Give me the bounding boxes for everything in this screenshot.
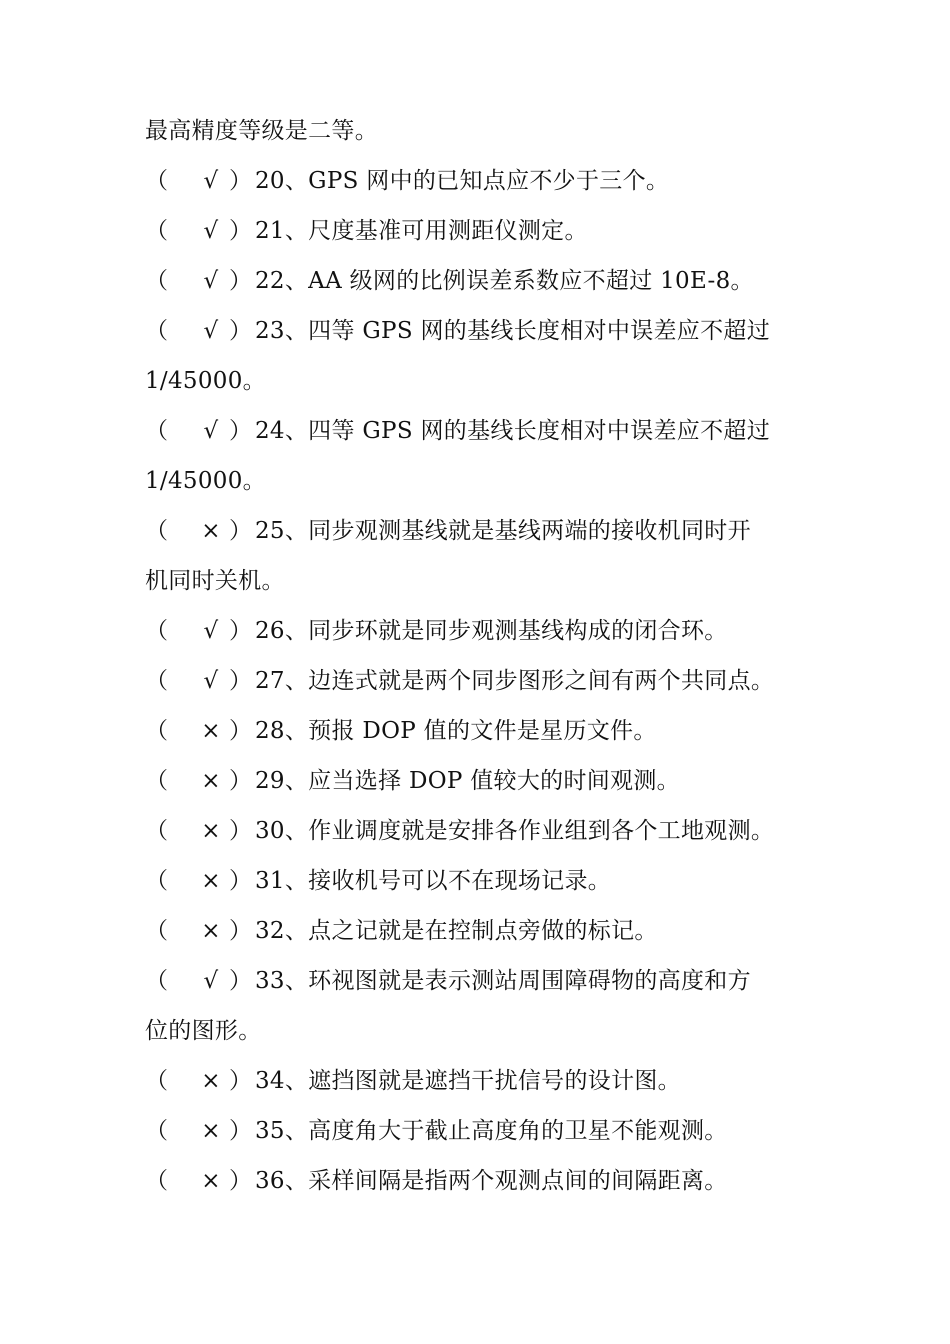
- right-paren: ）: [229, 518, 253, 544]
- question-item: [145, 1156, 810, 1206]
- left-paren: （: [145, 968, 169, 994]
- question-text: 23、四等 GPS 网的基线长度相对中误差应不超过: [255, 318, 770, 344]
- question-item: [145, 306, 810, 356]
- answer-mark: [145, 206, 255, 256]
- question-item: [145, 906, 810, 956]
- question-item: [145, 156, 810, 206]
- left-paren: （: [145, 818, 169, 844]
- cross-mark-icon: ×: [201, 518, 221, 544]
- question-text: 28、预报 DOP 值的文件是星历文件。: [255, 718, 657, 744]
- question-text: 34、遮挡图就是遮挡干扰信号的设计图。: [255, 1068, 681, 1094]
- question-item: [145, 256, 810, 306]
- answer-mark: [145, 406, 255, 456]
- check-mark-icon: √: [203, 668, 219, 694]
- left-paren: （: [145, 1118, 169, 1144]
- answer-mark: [145, 156, 255, 206]
- question-text: 21、尺度基准可用测距仪测定。: [255, 218, 588, 244]
- check-mark-icon: √: [203, 218, 219, 244]
- cross-mark-icon: ×: [201, 768, 221, 794]
- cross-mark-icon: ×: [201, 1068, 221, 1094]
- question-item: [145, 806, 810, 856]
- left-paren: （: [145, 1168, 169, 1194]
- right-paren: ）: [229, 318, 253, 344]
- question-text: 33、环视图就是表示测站周围障碍物的高度和方: [255, 968, 751, 994]
- right-paren: ）: [229, 218, 253, 244]
- question-text: 31、接收机号可以不在现场记录。: [255, 868, 612, 894]
- answer-mark: [145, 256, 255, 306]
- right-paren: ）: [229, 918, 253, 944]
- left-paren: （: [145, 618, 169, 644]
- continuation-line: [145, 556, 810, 606]
- question-item: [145, 406, 810, 456]
- line-text: 位的图形。: [145, 1018, 262, 1044]
- answer-mark: [145, 1106, 255, 1156]
- right-paren: ）: [229, 1168, 253, 1194]
- left-paren: （: [145, 168, 169, 194]
- line-text: 1/45000。: [145, 368, 266, 394]
- right-paren: ）: [229, 868, 253, 894]
- check-mark-icon: √: [203, 318, 219, 344]
- right-paren: ）: [229, 268, 253, 294]
- answer-mark: [145, 856, 255, 906]
- cross-mark-icon: ×: [201, 718, 221, 744]
- right-paren: ）: [229, 768, 253, 794]
- question-text: 20、GPS 网中的已知点应不少于三个。: [255, 168, 670, 194]
- right-paren: ）: [229, 1068, 253, 1094]
- answer-mark: [145, 656, 255, 706]
- answer-mark: [145, 956, 255, 1006]
- question-text: 22、AA 级网的比例误差系数应不超过 10E-8。: [255, 268, 754, 294]
- right-paren: ）: [229, 1118, 253, 1144]
- question-item: [145, 656, 810, 706]
- line-text: 机同时关机。: [145, 568, 285, 594]
- check-mark-icon: √: [203, 968, 219, 994]
- left-paren: （: [145, 218, 169, 244]
- check-mark-icon: √: [203, 268, 219, 294]
- question-text: 26、同步环就是同步观测基线构成的闭合环。: [255, 618, 728, 644]
- cross-mark-icon: ×: [201, 868, 221, 894]
- question-text: 36、采样间隔是指两个观测点间的间隔距离。: [255, 1168, 728, 1194]
- question-item: [145, 206, 810, 256]
- cross-mark-icon: ×: [201, 918, 221, 944]
- answer-mark: [145, 506, 255, 556]
- answer-mark: [145, 306, 255, 356]
- question-text: 25、同步观测基线就是基线两端的接收机同时开: [255, 518, 751, 544]
- question-item: [145, 856, 810, 906]
- question-text: 27、边连式就是两个同步图形之间有两个共同点。: [255, 668, 775, 694]
- continuation-line: [145, 1006, 810, 1056]
- left-paren: （: [145, 318, 169, 344]
- left-paren: （: [145, 518, 169, 544]
- right-paren: ）: [229, 168, 253, 194]
- answer-mark: [145, 756, 255, 806]
- continuation-line: [145, 456, 810, 506]
- check-mark-icon: √: [203, 618, 219, 644]
- line-text: 1/45000。: [145, 468, 266, 494]
- question-text: 30、作业调度就是安排各作业组到各个工地观测。: [255, 818, 775, 844]
- right-paren: ）: [229, 618, 253, 644]
- answer-mark: [145, 906, 255, 956]
- question-item: [145, 756, 810, 806]
- question-item: [145, 506, 810, 556]
- check-mark-icon: √: [203, 168, 219, 194]
- right-paren: ）: [229, 818, 253, 844]
- right-paren: ）: [229, 668, 253, 694]
- left-paren: （: [145, 918, 169, 944]
- left-paren: （: [145, 718, 169, 744]
- right-paren: ）: [229, 418, 253, 444]
- answer-mark: [145, 706, 255, 756]
- right-paren: ）: [229, 968, 253, 994]
- question-text: 24、四等 GPS 网的基线长度相对中误差应不超过: [255, 418, 770, 444]
- check-mark-icon: √: [203, 418, 219, 444]
- question-item: [145, 956, 810, 1006]
- left-paren: （: [145, 868, 169, 894]
- left-paren: （: [145, 768, 169, 794]
- right-paren: ）: [229, 718, 253, 744]
- left-paren: （: [145, 668, 169, 694]
- left-paren: （: [145, 418, 169, 444]
- cross-mark-icon: ×: [201, 1118, 221, 1144]
- left-paren: （: [145, 1068, 169, 1094]
- answer-mark: [145, 606, 255, 656]
- question-item: [145, 606, 810, 656]
- answer-mark: [145, 1156, 255, 1206]
- question-text: 35、高度角大于截止高度角的卫星不能观测。: [255, 1118, 728, 1144]
- answer-mark: [145, 806, 255, 856]
- line-text: 最高精度等级是二等。: [145, 118, 378, 144]
- continuation-line: [145, 356, 810, 406]
- question-item: [145, 1106, 810, 1156]
- question-list: [145, 106, 810, 1206]
- left-paren: （: [145, 268, 169, 294]
- answer-mark: [145, 1056, 255, 1106]
- continuation-line: [145, 106, 810, 156]
- question-text: 29、应当选择 DOP 值较大的时间观测。: [255, 768, 680, 794]
- cross-mark-icon: ×: [201, 818, 221, 844]
- cross-mark-icon: ×: [201, 1168, 221, 1194]
- question-text: 32、点之记就是在控制点旁做的标记。: [255, 918, 658, 944]
- question-item: [145, 1056, 810, 1106]
- question-item: [145, 706, 810, 756]
